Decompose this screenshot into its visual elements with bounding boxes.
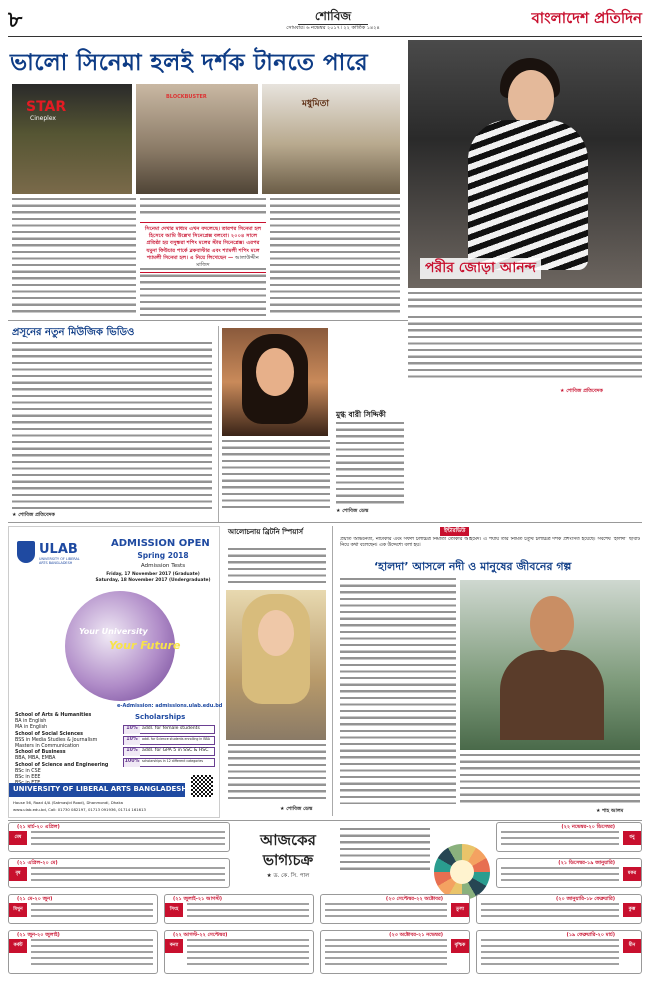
sign-dates: (২১ মে-২০ জুন) bbox=[17, 896, 53, 902]
school-program: Masters in Communication bbox=[15, 744, 80, 750]
model-photo bbox=[408, 40, 642, 288]
horoscope-author: ★ ড. কে. সি. পাল bbox=[266, 872, 310, 879]
school-program: BSc in EEE bbox=[15, 775, 41, 781]
scholarship-pct: 10% bbox=[124, 726, 140, 734]
page-header bbox=[8, 6, 642, 36]
lead-headline: ভালো সিনেমা হলই দর্শক টানতে পারে bbox=[10, 50, 369, 76]
horoscope-title-1: আজকের bbox=[260, 831, 316, 849]
school-program: BSS in Media Studies & Journalism bbox=[15, 737, 98, 743]
horoscope-intro bbox=[340, 828, 430, 874]
director-photo bbox=[460, 580, 640, 750]
singer-photo bbox=[222, 328, 328, 436]
scholarship-row bbox=[123, 747, 215, 756]
ad-tagline-1: Your University bbox=[79, 627, 148, 636]
lead-text-col1 bbox=[12, 198, 136, 316]
ad-date-undergrad: Saturday, 18 November 2017 (Undergraduate) bbox=[95, 578, 211, 583]
horoscope-sign bbox=[476, 894, 642, 924]
horoscope-sign bbox=[164, 894, 314, 924]
horoscope-sign bbox=[496, 858, 642, 888]
sign-dates: (১৯ ফেব্রুয়ারি-২০ মার্চ) bbox=[566, 932, 615, 938]
lead-text-col2b bbox=[140, 268, 266, 316]
sign-name: মকর bbox=[623, 867, 641, 881]
model-feature-title: পরীর জোড়া আনন্দ bbox=[420, 258, 541, 279]
madhumita-sign: মধুমিতা bbox=[302, 99, 329, 109]
horoscope-section bbox=[8, 822, 642, 978]
horoscope-sign bbox=[496, 822, 642, 852]
sign-dates: (২২ নভেম্বর-২০ ডিসেম্বর) bbox=[561, 824, 615, 830]
ad-tagline-graphic bbox=[65, 591, 181, 701]
music-video-heading: প্রসূনের নতুন মিউজিক ভিডিও bbox=[12, 327, 135, 338]
sign-name: তুলা bbox=[451, 903, 469, 917]
ad-website[interactable]: www.ulab.edu.bd, Call: 01730 082197, 01713 091936, 01714 161613 bbox=[13, 807, 146, 812]
scholarship-pct: 10% bbox=[124, 748, 140, 756]
ad-eadmission-link[interactable]: e-Admission: admissions.ulab.edu.bd bbox=[117, 703, 223, 709]
singer-text bbox=[336, 422, 404, 504]
interview-intro: প্রয়াত অভিনেতা, নাট্যকার এবং সফল চলচ্চিত্র নির্মাতা তৌকীর আহমেদ। এ পর্যায় তার নির্মিত চতুর্থ চলচ্চিত্র দর্শক প্রশংসিত হয়েছে। সর্বশেষ ‘হালদা’ ছবিটি নিয়ে কথা বলেছেন। এক উদ্দেশ্যে বলা হয়। bbox=[340, 537, 640, 549]
ad-schools bbox=[15, 713, 119, 787]
page-number: ৮ bbox=[8, 7, 23, 33]
scholarship-label: addl. for Science students enrolling in BBA bbox=[142, 737, 210, 741]
school-program: BBA, MBA, EMBA bbox=[15, 756, 56, 762]
scholarship-pct: 100% bbox=[124, 759, 140, 767]
music-video-byline: ★ শোবিজ প্রতিবেদক bbox=[12, 512, 55, 518]
scholarships-title: Scholarships bbox=[135, 713, 186, 721]
interview-byline: ★ শাহ আলম bbox=[596, 808, 624, 814]
interview-heading: ‘হালদা’ আসলে নদী ও মানুষের জীবনের গল্প bbox=[374, 560, 572, 573]
horoscope-sign bbox=[476, 930, 642, 974]
school-name: School of Science and Engineering bbox=[15, 762, 109, 768]
model-text-top bbox=[408, 292, 642, 312]
britney-text-b bbox=[228, 744, 326, 800]
sign-dates: (২১ ডিসেম্বর-১৯ জানুয়ারি) bbox=[558, 860, 615, 866]
lead-text-col3 bbox=[270, 198, 400, 316]
school-program: BSc in CSE bbox=[15, 768, 41, 774]
horoscope-sign bbox=[8, 858, 230, 888]
sign-name: কর্কট bbox=[9, 939, 27, 953]
ad-semester: Spring 2018 bbox=[137, 551, 189, 560]
sign-name: মীন bbox=[623, 939, 641, 953]
school-name: School of Arts & Humanities bbox=[15, 713, 92, 718]
ad-title: ADMISSION OPEN bbox=[111, 538, 210, 549]
sign-dates: (২৩ অক্টোবর-২১ নভেম্বর) bbox=[389, 932, 443, 938]
sign-dates: (২১ মার্চ-২০ এপ্রিল) bbox=[17, 824, 60, 830]
cinema-photo-star bbox=[12, 84, 132, 194]
zodiac-wheel-icon bbox=[434, 844, 490, 900]
music-video-text bbox=[12, 342, 212, 510]
sign-dates: (২০ জানুয়ারি-১৮ ফেব্রুয়ারি) bbox=[555, 896, 615, 902]
horoscope-sign bbox=[320, 894, 470, 924]
ad-dates bbox=[87, 572, 219, 584]
sign-dates: (২১ জুলাই-২১ আগস্ট) bbox=[173, 896, 223, 902]
horoscope-title-2: ভাগ্যচক্র bbox=[262, 851, 314, 870]
scholarship-label: scholarships in 12 different categories bbox=[142, 759, 204, 763]
horoscope-sign bbox=[8, 930, 158, 974]
sign-name: কন্যা bbox=[165, 939, 183, 953]
ad-date-graduate: Friday, 17 November 2017 (Graduate) bbox=[106, 572, 200, 577]
header-rule bbox=[8, 36, 642, 37]
sign-name: কুম্ভ bbox=[623, 903, 641, 917]
school-name: School of Social Sciences bbox=[15, 731, 84, 737]
sign-dates: (২১ এপ্রিল-২০ মে) bbox=[17, 860, 58, 866]
school-program: MA in English bbox=[15, 725, 48, 731]
quote-author: আলাউদ্দীন মাজিদ bbox=[196, 254, 259, 269]
model-feature-byline: ★ শোবিজ প্রতিবেদক bbox=[560, 388, 603, 394]
britney-photo bbox=[226, 590, 326, 740]
sign-name: বৃষ bbox=[9, 867, 27, 881]
scholarship-label: addl. for GPA 5 in SSC & HSC bbox=[142, 748, 209, 753]
horoscope-sign bbox=[164, 930, 314, 974]
sign-name: মেষ bbox=[9, 831, 27, 845]
sign-name: সিংহ bbox=[165, 903, 183, 917]
scholarship-row bbox=[123, 725, 215, 734]
sign-dates: (২১ জুন-২০ জুলাই) bbox=[17, 932, 60, 938]
school-name: School of Business bbox=[15, 750, 66, 756]
singer-byline: ★ শোবিজ ডেস্ক bbox=[336, 508, 369, 514]
star-sign: STAR bbox=[26, 99, 67, 115]
scholarship-pct: 10% bbox=[124, 737, 140, 745]
scholarship-label: addl. for female students bbox=[142, 726, 200, 731]
lead-text-col2a bbox=[140, 198, 266, 218]
masthead: বাংলাদেশ প্রতিদিন bbox=[531, 9, 642, 27]
ulab-shield-icon bbox=[17, 541, 35, 563]
scholarship-row bbox=[123, 736, 215, 745]
ad-university-name: UNIVERSITY OF LIBERAL ARTS BANGLADESH bbox=[13, 785, 188, 793]
ulab-logo-sub: UNIVERSITY OF LIBERAL ARTS BANGLADESH bbox=[39, 557, 80, 565]
horoscope-sign bbox=[320, 930, 470, 974]
interview-text-col2 bbox=[460, 754, 640, 804]
qr-code-icon[interactable] bbox=[191, 775, 213, 797]
ad-footer-bar bbox=[9, 783, 188, 797]
horoscope-title bbox=[240, 830, 336, 880]
ad-tagline-2: Your Future bbox=[109, 639, 181, 652]
britney-text-a bbox=[228, 548, 326, 586]
sign-name: ধনু bbox=[623, 831, 641, 845]
sign-dates: (২২ আগস্ট-২২ সেপ্টেম্বর) bbox=[173, 932, 228, 938]
britney-byline: ★ শোবিজ ডেস্ক bbox=[280, 806, 313, 812]
ulab-logo bbox=[17, 539, 87, 579]
cinema-photo-madhumita bbox=[262, 84, 400, 194]
scholarship-row bbox=[123, 758, 215, 767]
ulab-ad[interactable] bbox=[8, 526, 223, 818]
ad-test-label: Admission Tests bbox=[140, 563, 186, 569]
britney-heading: আলোচনায় ব্রিটনি স্পিয়ার্স bbox=[228, 528, 303, 536]
blockbuster-sign: BLOCKBUSTER bbox=[166, 94, 207, 100]
cineplex-sign: Cineplex bbox=[30, 115, 56, 122]
singer-text-b bbox=[222, 440, 330, 510]
sign-name: বৃশ্চিক bbox=[451, 939, 469, 953]
lead-pull-quote bbox=[140, 222, 266, 273]
quote-text: সিনেমা দেখার মাধ্যম এখন বদলেছে। তারপর সিনেমা হল হিসেবে আমি উল্লেখ সিনেপ্লেক্স বলবো। ২০০৪ সালে প্রতিষ্ঠা হয় বসুন্ধরা শপিং মলের স্টার সিনেপ্লেক্স। এরপর যমুনা ফিউচার পার্কে ব্লকবাস্টার এবং শ্যামলী শপিং মলে শ্যামলী সিনেমা হল। এ নিয়ে লিখেছেন — bbox=[144, 226, 262, 261]
interview-tag: ইন্টারভিউ bbox=[440, 527, 469, 536]
interview-text-col1 bbox=[340, 578, 456, 804]
ulab-logo-text: ULAB bbox=[39, 542, 78, 557]
horoscope-sign bbox=[8, 894, 158, 924]
sign-name: মিথুন bbox=[9, 903, 27, 917]
singer-heading: মুগ্ধ বারী সিদ্দিকী bbox=[336, 410, 386, 419]
ad-address: House 56, Road 4/A (Satmasjid Road), Dhanmondi, Dhaka bbox=[13, 800, 123, 805]
dateline: সোমবার। ৬ নভেম্বর ২০১৭। ২২ কার্তিক ১৪২৪ bbox=[286, 25, 380, 31]
sign-dates: (২৩ সেপ্টেম্বর-২২ অক্টোবর) bbox=[385, 896, 443, 902]
model-feature-text bbox=[408, 316, 642, 380]
horoscope-sign bbox=[8, 822, 230, 852]
section-title: শোবিজ bbox=[298, 8, 368, 25]
cinema-photo-blockbuster bbox=[136, 84, 258, 194]
school-program: BA in English bbox=[15, 719, 47, 725]
